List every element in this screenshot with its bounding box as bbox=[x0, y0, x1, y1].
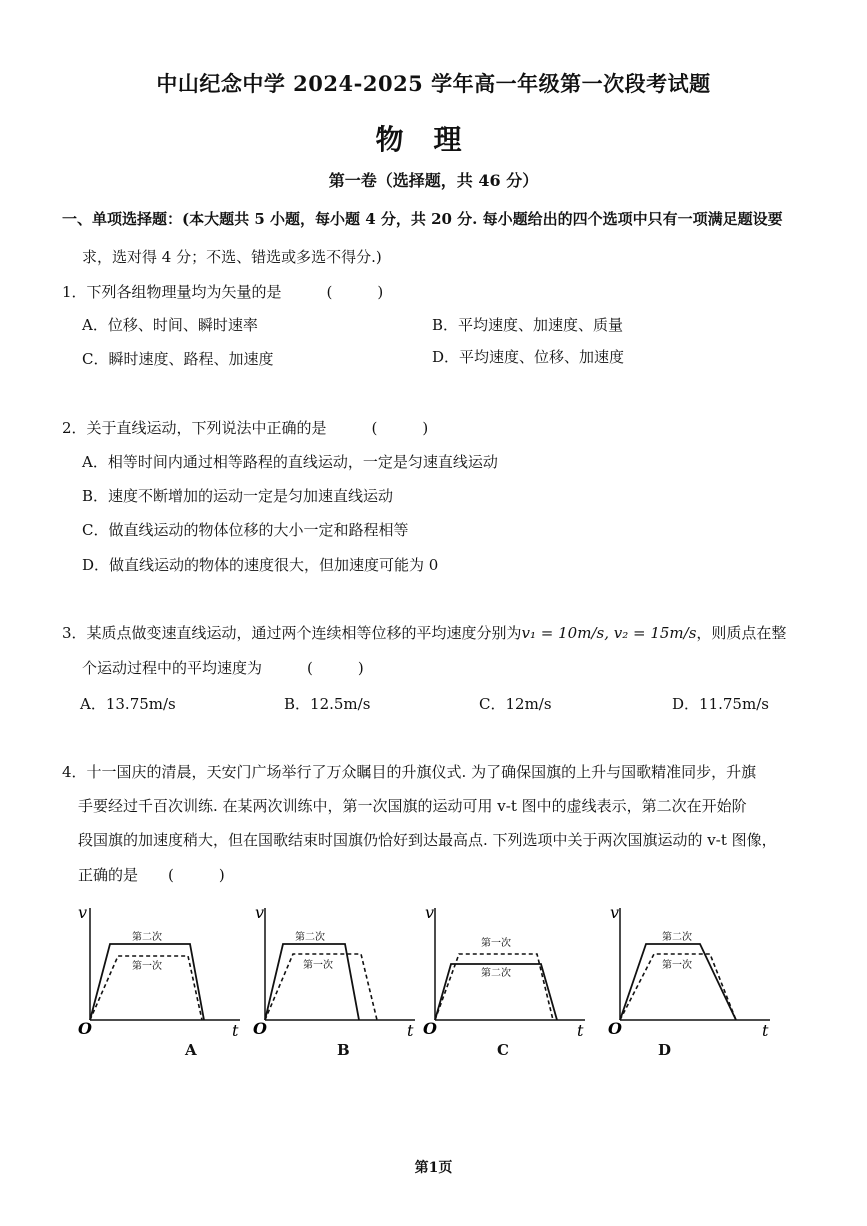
graph-b-svg bbox=[245, 900, 425, 1040]
q3-option-c: C．12m/s bbox=[479, 695, 552, 713]
origin-label: O bbox=[423, 1019, 437, 1038]
q2-option-a: A．相等时间内通过相等路程的直线运动，一定是匀速直线运动 bbox=[82, 453, 498, 471]
series-top-label: 第二次 bbox=[132, 932, 162, 943]
series-top-label: 第二次 bbox=[662, 932, 692, 943]
question-3-stem-cont: 个运动过程中的平均速度为 ( ) bbox=[82, 659, 364, 677]
series-bottom-label: 第一次 bbox=[132, 961, 162, 972]
graph-b-label: B bbox=[337, 1041, 350, 1059]
question-4-line3: 段国旗的加速度稍大，但在国歌结束时国旗仍恰好到达最高点. 下列选项中关于两次国旗运动的 v-t 图像， bbox=[78, 831, 777, 849]
origin-label: O bbox=[253, 1019, 267, 1038]
v-axis-label: v bbox=[78, 903, 88, 922]
question-4-line4: 正确的是 ( ) bbox=[78, 866, 225, 884]
question-3-stem bbox=[62, 622, 786, 643]
q3-option-b: B．12.5m/s bbox=[284, 695, 371, 713]
t-axis-label: t bbox=[407, 1021, 414, 1040]
page-number: 第1页 bbox=[414, 1160, 453, 1176]
v-axis-label: v bbox=[610, 903, 620, 922]
series-bottom-label: 第一次 bbox=[662, 960, 692, 971]
series-top-label: 第二次 bbox=[295, 932, 325, 943]
v-axis-label: v bbox=[425, 903, 435, 922]
series-top bbox=[265, 944, 359, 1020]
graph-d bbox=[600, 900, 780, 1044]
q3-option-a: A．13.75m/s bbox=[80, 695, 176, 713]
question-2-stem: 2．关于直线运动，下列说法中正确的是 ( ) bbox=[62, 419, 429, 437]
q3-option-d: D．11.75m/s bbox=[672, 695, 769, 713]
v-axis-label: v bbox=[255, 903, 265, 922]
series-top-label: 第一次 bbox=[481, 938, 511, 949]
series-bottom-label: 第二次 bbox=[481, 968, 511, 979]
graph-a-svg bbox=[70, 900, 250, 1040]
graph-a-label: A bbox=[185, 1041, 197, 1059]
section-heading: 一、单项选择题：(本大题共 5 小题，每小题 4 分，共 20 分. 每小题给出的四个选项中只有一项满足题设要 bbox=[62, 210, 783, 228]
question-1-stem: 1．下列各组物理量均为矢量的是 ( ) bbox=[62, 283, 384, 301]
exam-title: 中山纪念中学 2024-2025 学年高一年级第一次段考试题 bbox=[156, 71, 711, 96]
q1-option-d: D．平均速度、位移、加速度 bbox=[432, 348, 625, 366]
q1-option-b: B．平均速度、加速度、质量 bbox=[432, 316, 624, 334]
series-bottom-label: 第一次 bbox=[303, 960, 333, 971]
q3-stem-b: ，则质点在整 bbox=[696, 624, 787, 642]
series-top bbox=[620, 944, 736, 1020]
section-heading-cont: 求，选对得 4 分；不选、错选或多选不得分.) bbox=[82, 248, 382, 266]
graph-b bbox=[245, 900, 425, 1044]
question-4-line2: 手要经过千百次训练. 在某两次训练中，第一次国旗的运动可用 v-t 图中的虚线表示，第二次在开始阶 bbox=[78, 797, 747, 815]
volume-heading: 第一卷（选择题，共 46 分） bbox=[328, 171, 539, 190]
q1-option-c: C．瞬时速度、路程、加速度 bbox=[82, 350, 274, 368]
graph-c-svg bbox=[415, 900, 595, 1040]
graph-d-svg bbox=[600, 900, 780, 1040]
q1-option-a: A．位移、时间、瞬时速率 bbox=[82, 316, 258, 334]
graph-c bbox=[415, 900, 595, 1044]
q2-option-c: C．做直线运动的物体位移的大小一定和路程相等 bbox=[82, 521, 409, 539]
graph-c-label: C bbox=[497, 1041, 509, 1059]
graph-d-label: D bbox=[658, 1041, 672, 1059]
origin-label: O bbox=[608, 1019, 622, 1038]
question-4-line1: 4．十一国庆的清晨，天安门广场举行了万众瞩目的升旗仪式. 为了确保国旗的上升与国歌精准同步，升旗 bbox=[62, 763, 757, 781]
q2-option-d: D．做直线运动的物体的速度很大，但加速度可能为 0 bbox=[82, 556, 439, 574]
q3-stem-a: 3．某质点做变速直线运动，通过两个连续相等位移的平均速度分别为 bbox=[62, 624, 522, 642]
graph-a bbox=[70, 900, 250, 1044]
t-axis-label: t bbox=[577, 1021, 584, 1040]
q3-velocities: v₁ = 10m/s, v₂ = 15m/s bbox=[521, 624, 697, 642]
t-axis-label: t bbox=[762, 1021, 769, 1040]
t-axis-label: t bbox=[232, 1021, 239, 1040]
q2-option-b: B．速度不断增加的运动一定是匀加速直线运动 bbox=[82, 487, 394, 505]
subject-title: 物理 bbox=[375, 123, 492, 156]
origin-label: O bbox=[78, 1019, 92, 1038]
